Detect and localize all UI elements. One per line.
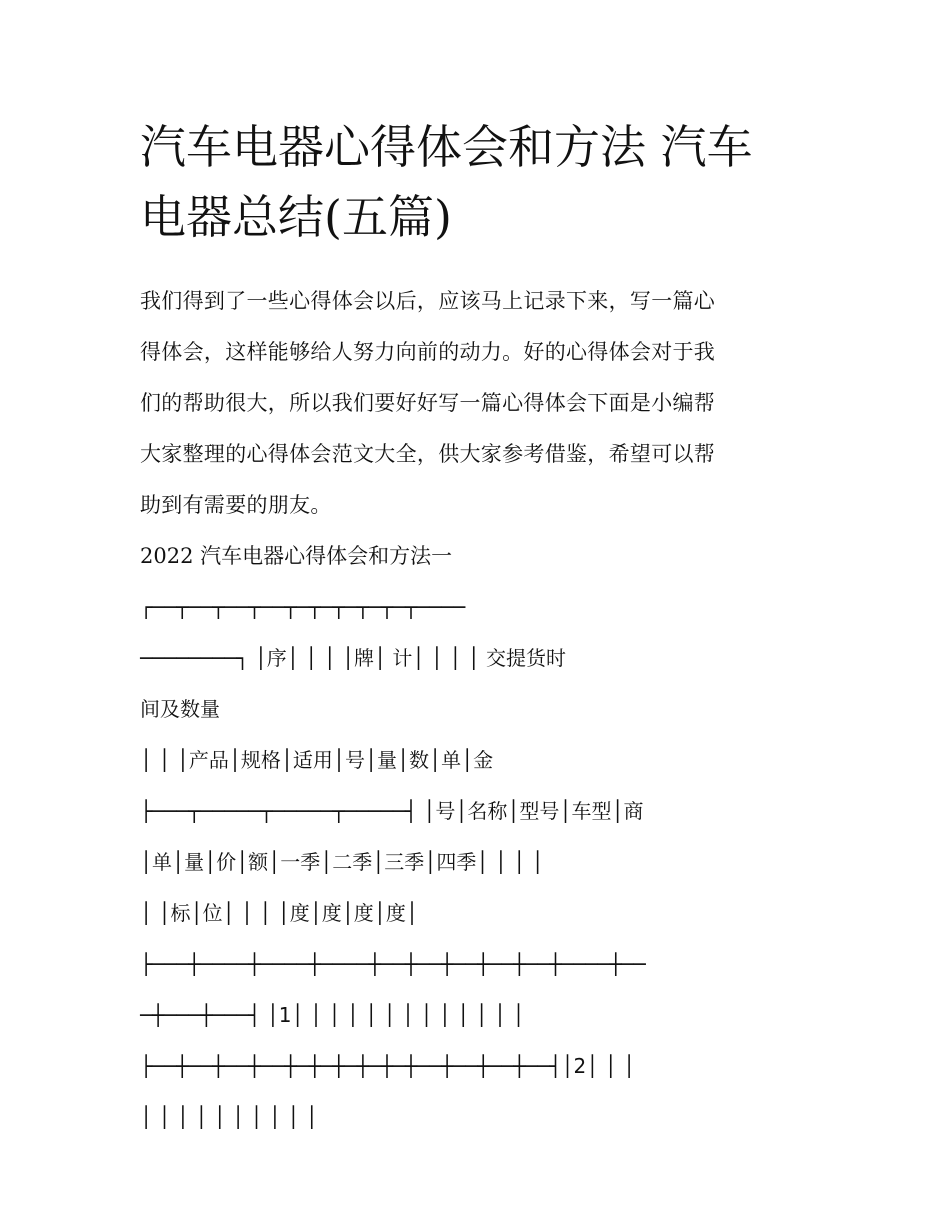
table-text-line-3: 间及数量 bbox=[140, 697, 220, 721]
table-text-line-9: ─┼───┼───┤ │1│ │ │ │ │ │ │ │ │ │ │ │ │ bbox=[140, 1003, 525, 1027]
document-title bbox=[140, 112, 820, 252]
title-line-1: 汽车电器心得体会和方法 汽车 bbox=[140, 120, 753, 174]
intro-line-4: 大家整理的心得体会范文大全，供大家参考借鉴，希望可以帮 bbox=[140, 442, 716, 466]
document-body bbox=[140, 278, 820, 1145]
intro-line-2: 得体会，这样能够给人努力向前的动力。好的心得体会对于我 bbox=[140, 340, 716, 364]
section-heading: 2022 汽车电器心得体会和方法一 bbox=[140, 544, 453, 568]
table-text-line-4: │ │ │产品│规格│适用│号│量│数│单│金 bbox=[140, 748, 494, 772]
table-text-line-2: ────────┐ │序│ │ │ │牌│ 计│ │ │ │ 交提货时 bbox=[140, 646, 566, 670]
table-text-line-10: ├──┼──┼──┼──┼─┼─┼─┼─┼─┼──┼──┼──┼──┤│2│ │ │ bbox=[140, 1054, 636, 1078]
table-text-line-11: │ │ │ │ │ │ │ │ │ │ bbox=[140, 1105, 318, 1129]
table-text-line-8: ├───┼────┼────┼────┼──┼──┼──┼──┼──┼────┼── bbox=[140, 952, 646, 976]
table-text-line-5: ├───┬─────┬─────┬─────┤ │号│名称│型号│车型│商 bbox=[140, 799, 644, 823]
intro-line-1: 我们得到了一些心得体会以后，应该马上记录下来，写一篇心 bbox=[140, 289, 716, 313]
title-line-2: 电器总结(五篇) bbox=[140, 190, 452, 244]
intro-line-5: 助到有需要的朋友。 bbox=[140, 493, 332, 517]
table-text-line-1: ┌──┬──┬──┬──┬─┬─┬─┬─┬─┬──── bbox=[140, 595, 466, 619]
intro-line-3: 们的帮助很大，所以我们要好好写一篇心得体会下面是小编帮 bbox=[140, 391, 716, 415]
table-text-line-6: │单│量│价│额│一季│二季│三季│四季│ │ │ │ bbox=[140, 850, 544, 874]
table-text-line-7: │ │标│位│ │ │ │度│度│度│度│ bbox=[140, 901, 418, 925]
